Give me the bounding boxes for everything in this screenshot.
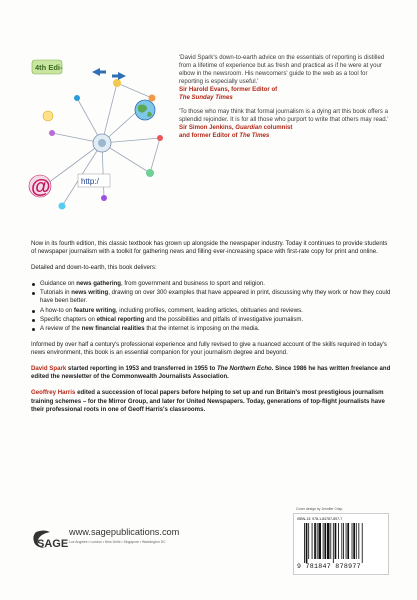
list-item-text: Guidance on: [40, 280, 77, 288]
isbn-text: ISBN-13: 978-1-84787-897-7: [297, 517, 343, 521]
barcode-bar: [314, 523, 316, 559]
node-icon: [49, 130, 55, 136]
review-quotes: [179, 54, 389, 140]
list-item: [40, 289, 393, 305]
publisher-cities: Los Angeles • London • New Delhi • Singapore • Washington DC: [69, 540, 166, 544]
barcode-bar: [318, 523, 321, 559]
publisher-url: www.sagepublications.com: [69, 527, 180, 537]
sun-icon: [43, 111, 53, 121]
author-name: David Spark: [31, 365, 67, 373]
lead-paragraph: Detailed and down-to-earth, this book delivers:: [31, 264, 157, 272]
at-sign-icon: [29, 175, 51, 198]
list-item-emphasis: new financial realities: [81, 324, 145, 332]
list-item-text: that the internet is imposing on the media.: [144, 324, 260, 332]
publication-title: The Northern Echo: [216, 365, 272, 373]
url-label: [78, 174, 110, 187]
barcode-digits: 9 781847 878977: [297, 563, 361, 570]
author-bio-text: edited a succession of local papers before helping to set up and run Britain's most prestigious journalism training schemes – for the Mirror Group, and later for United Newspapers. Today, generations of top-flight journalists have their professional roots in one of Geoff Harris's classrooms.: [31, 389, 385, 413]
list-item: [40, 316, 393, 324]
barcode-bar: [338, 523, 339, 559]
barcode-bar: [356, 523, 357, 559]
barcode-bar: [312, 523, 313, 559]
publication-title: The Times: [239, 131, 270, 139]
barcode-bar: [346, 523, 347, 559]
quote-attribution: [179, 86, 389, 102]
edition-badge-text: 4th Edi-: [35, 63, 63, 72]
quote-text: 'David Spark's down-to-earth advice on the essentials of reporting is distilled from a lifetime of experience but as fresh and practical as if he were at your elbow in the newsroom. His newcomers' guide to the web as a tool for reporting is especially useful.': [179, 54, 385, 86]
barcode-bar: [353, 523, 355, 559]
list-item: [40, 325, 393, 333]
closing-paragraph: Informed by over half a century's professional experience and fully revised to give a nuanced account of the skills required in today's news environment, this book is an essential companion for your journalism degree and beyond.: [31, 340, 387, 356]
blurb: [31, 240, 393, 422]
cover-design-credit: Cover design by Jennifer Crisp: [296, 507, 343, 511]
list-item-text: and the possibilities and pitfalls of investigative journalism.: [144, 315, 304, 323]
barcode-bar: [362, 523, 363, 563]
barcode-bar: [341, 523, 342, 559]
barcode-bar: [335, 523, 337, 559]
quote-attribution: [179, 124, 389, 140]
node-icon: [113, 79, 121, 87]
list-item-text: A review of the: [40, 324, 82, 332]
attribution-line: Sir Harold Evans, former Editor of: [179, 86, 278, 94]
list-item-text: , including profiles, comment, leading articles, obituaries and reviews.: [115, 306, 303, 314]
node-icon: [157, 135, 163, 141]
list-item-text: Tutorials in: [40, 289, 72, 297]
barcode-bar: [304, 523, 305, 563]
arrow-icons: [92, 68, 126, 80]
feature-list: [31, 280, 393, 333]
edition-badge: [32, 60, 63, 74]
node-icon: [74, 95, 80, 101]
author-bio-text: started reporting in 1953 and transferred in 1955 to: [66, 365, 217, 373]
list-item-text: Specific chapters on: [40, 315, 97, 323]
globe-icon: [135, 100, 155, 120]
barcode-bar: [330, 523, 331, 559]
author-bio: [31, 365, 393, 381]
list-item: [40, 307, 393, 315]
publication-title: The Sunday Times: [179, 94, 233, 102]
barcode-bar: [308, 523, 309, 559]
barcode-bar: [352, 523, 353, 559]
barcode-bar: [323, 523, 324, 559]
node-icon: [146, 169, 154, 177]
list-item-emphasis: feature writing: [73, 306, 116, 314]
url-label-text: http:/: [81, 177, 99, 186]
barcode-bars-icon: [304, 523, 380, 563]
cover-illustration: [22, 58, 172, 228]
hub-core-icon: [98, 139, 106, 147]
author-bio: [31, 389, 393, 414]
list-item: [40, 280, 393, 288]
barcode: [293, 513, 389, 575]
attribution-line: and former Editor of: [179, 131, 240, 139]
intro-paragraph: Now in its fourth edition, this classic textbook has grown up alongside the newspaper industry. Today it continues to provide students of newspaper journalism with a toolkit for gathering news and filling ever-increasing space with first-rate copy for print and online.: [31, 240, 388, 256]
barcode-bar: [327, 523, 330, 559]
list-item-emphasis: ethical reporting: [96, 315, 145, 323]
author-name: Geoffrey Harris: [31, 389, 76, 397]
logo-text: SAGE: [37, 538, 68, 550]
node-icon: [101, 195, 107, 201]
barcode-bar: [317, 523, 318, 559]
node-icon: [59, 203, 66, 210]
list-item-emphasis: news gathering: [76, 280, 121, 288]
barcode-bar: [324, 523, 326, 559]
author-bio-text: . Since 1986 he has written freelance and edited the newsletter of the Commonwealth Journalists Association.: [31, 365, 391, 381]
node-icon: [149, 95, 156, 102]
barcode-bar: [347, 523, 349, 559]
barcode-bar: [306, 523, 308, 563]
list-item-emphasis: news writing: [71, 289, 109, 297]
list-item-text: , from government and business to sport and religion.: [120, 280, 265, 288]
barcode-bar: [343, 523, 344, 559]
at-sign-text: @: [31, 176, 51, 198]
barcode-bar: [358, 523, 359, 559]
attribution-role: columnist: [261, 123, 293, 131]
sage-logo: [32, 528, 68, 552]
publication-title: Guardian: [235, 123, 262, 131]
list-item-text: A how-to on: [40, 306, 74, 314]
attribution-name: Sir Simon Jenkins,: [179, 123, 236, 131]
quote-text: 'To those who may think that formal journalism is a dying art this book offers a splendid rejoinder. It is for all those who purport to write that others may read.': [179, 107, 389, 123]
barcode-bar: [333, 523, 334, 563]
list-item-text: , drawing on over 300 examples that have appeared in print, discussing why they work or how they could have been better.: [40, 289, 391, 305]
